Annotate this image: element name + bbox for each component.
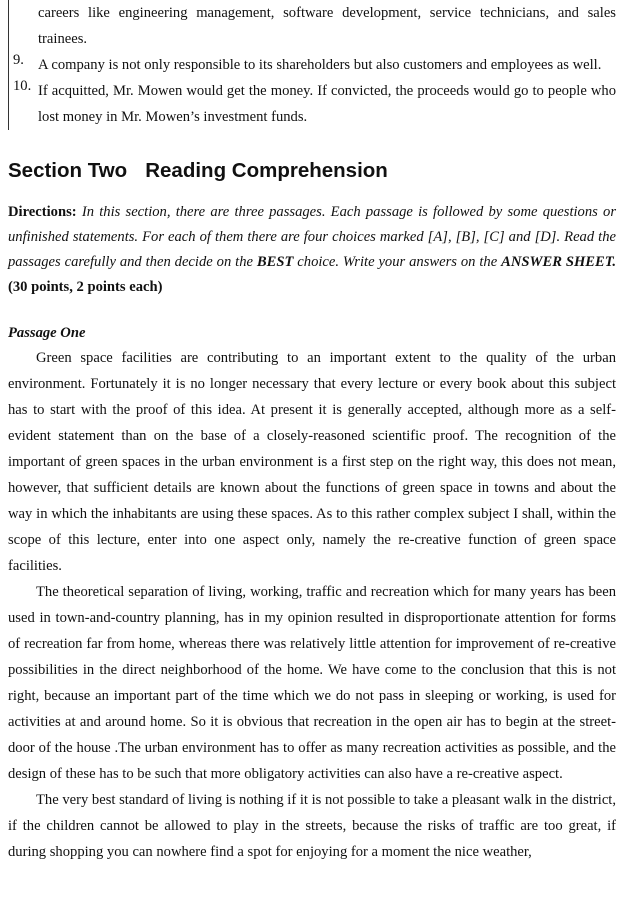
directions [8,200,616,300]
directions-text: In this section, there are three passages. Each passage is followed by some questions or unfinished statements. For each of them there are four choices marked [A], [B], [C] and [D]. Read the passages carefully and then decide on the [8,204,617,270]
document-page [8,0,616,865]
passage-body [8,345,616,865]
item-8-continuation: careers like engineering management, software development, service technicians, and sales trainees. [38,5,616,47]
directions-points: (30 points, 2 points each) [8,279,163,295]
list-item-10 [13,78,616,130]
section-heading [8,130,616,200]
paragraph: Green space facilities are contributing to an important extent to the quality of the urban environment. Fortunately it is no longer necessary that every lecture or every book about this subject has to start with the proof of this idea. At present it is generally accepted, although more as a self-evident statement than on the base of a closely-reasoned scientific proof. The recognition of the important of green spaces in the urban environment is a first step on the right way, this does not mean, however, that sufficient details are known about the functions of green space in towns and about the way in which the inhabitants are using these spaces. As to this rather complex subject I shall, within the scope of this lecture, enter into one aspect only, namely the re-creative function of green space facilities. [8,350,616,574]
section-title: Reading Comprehension [145,159,388,182]
item-number: 10. [13,78,32,94]
item-text: A company is not only responsible to its shareholders but also customers and employees as well. [38,57,602,73]
item-text: If acquitted, Mr. Mowen would get the money. If convicted, the proceeds would go to people who lost money in Mr. Mowen’s investment funds. [38,83,616,125]
passage-title: Passage One [8,325,86,341]
directions-best: BEST [256,254,294,270]
directions-label: Directions: [8,204,77,220]
section-number: Section Two [8,159,128,182]
paragraph: The very best standard of living is nothing if it is not possible to take a pleasant walk in the district, if the children cannot be allowed to play in the streets, because the risks of traffic are too great, if during shopping you can nowhere find a spot for enjoying for a moment the nice weather, [8,792,616,860]
directions-text-2: choice. Write your answers on the [297,254,498,270]
question-list [8,0,616,130]
item-number: 9. [13,52,24,68]
paragraph: The theoretical separation of living, working, traffic and recreation which for many years has been used in town-and-country planning, has in my opinion resulted in disproportionate attention for forms of recreation far from home, whereas there was relatively little attention for improvement of re-creative possibilities in the direct neighborhood of the home. We have come to the conclusion that this is not right, because an important part of the time which we do not pass in sleeping or working, is used for activities at and around home. So it is obvious that recreation in the open air has to begin at the street-door of the house .The urban environment has to offer as many recreation activities as possible, and the design of these has to be such that more obligatory activities can also have a re-creative aspect. [8,584,616,782]
list-item-9 [13,52,616,78]
directions-answer-sheet: ANSWER SHEET. [501,254,616,270]
